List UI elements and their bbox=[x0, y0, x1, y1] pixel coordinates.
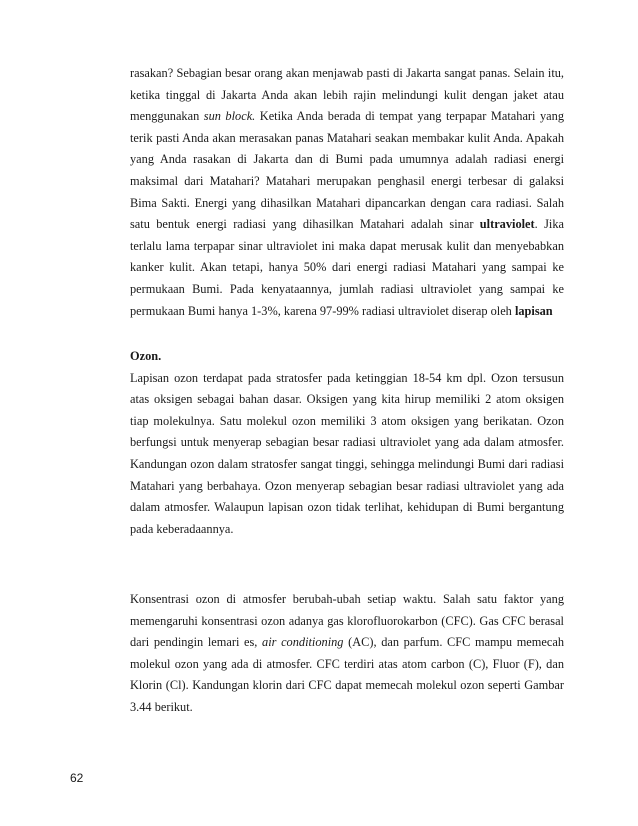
text-run: Lapisan ozon terdapat pada stratosfer pada ketinggian 18-54 km dpl. Ozon tersusun atas oksigen sebagai bahan dasar. Oksigen yang kita hirup memiliki 2 atom oksigen tiap molekulnya. Satu molekul ozon memiliki 3 atom oksigen yang berikatan. Ozon berfungsi untuk menyerap sebagian besar radiasi ultraviolet yang ada dalam atmosfer. Kandungan ozon dalam stratosfer sangat tinggi, sehingga melindungi Bumi dari radiasi Matahari yang berbahaya. Ozon menyerap sebagian besar radiasi ultraviolet yang ada dalam atmosfer. Walaupun lapisan ozon tidak terlihat, kehidupan di Bumi bergantung pada keberadaannya. bbox=[130, 370, 564, 536]
text-run: (AC), dan parfum. CFC mampu memecah molekul ozon yang ada di atmosfer. CFC terdiri atas atom carbon (C), Fluor (F), dan Klorin (Cl). Kandungan klorin dari CFC dapat memecah molekul ozon seperti Gambar 3.44 berikut. bbox=[130, 635, 564, 714]
paragraph-text bbox=[130, 63, 564, 322]
text-run: Konsentrasi ozon di atmosfer berubah-ubah setiap waktu. Salah satu faktor yang memengaruhi konsentrasi ozon adanya gas klorofluorokarbon (CFC). Gas CFC berasal dari pendingin lemari es, bbox=[130, 592, 564, 650]
bold-term-lapisan: lapisan bbox=[514, 303, 553, 318]
bold-term-ultraviolet: ultraviolet bbox=[479, 217, 535, 232]
italic-term-sun-block: sun block. bbox=[203, 109, 256, 124]
paragraph-konsentrasi-ozon bbox=[130, 589, 564, 719]
text-run: rasakan? Sebagian besar orang akan menjawab pasti di Jakarta sangat panas. Selain itu, ketika tinggal di Jakarta Anda akan lebih rajin melindungi kulit dengan jaket atau menggunakan bbox=[130, 66, 564, 124]
italic-term-air-conditioning: air conditioning bbox=[262, 635, 344, 650]
paragraph-ozon bbox=[130, 346, 564, 540]
section-heading-ozon: Ozon. bbox=[130, 349, 162, 363]
text-run: . Jika terlalu lama terpapar sinar ultraviolet ini maka dapat merusak kulit dan menyebabkan kanker kulit. Akan tetapi, hanya 50% dari energi radiasi Matahari yang sampai ke permukaan Bumi. Pada kenyataannya, jumlah radiasi ultraviolet yang sampai ke permukaan Bumi hanya 1-3%, karena 97-99% radiasi ultraviolet diserap oleh bbox=[130, 217, 564, 318]
paragraph-text bbox=[130, 589, 564, 719]
page-number: 62 bbox=[70, 771, 84, 785]
text-run: Ketika Anda berada di tempat yang terpapar Matahari yang terik pasti Anda akan merasakan panas Matahari seakan membakar kulit Anda. Apakah yang Anda rasakan di Jakarta dan di Bumi pada umumnya adalah radiasi energi maksimal dari Matahari? Matahari merupakan penghasil energi terbesar di galaksi Bima Sakti. Energi yang dihasilkan Matahari dipancarkan dengan cara radiasi. Salah satu bentuk energi radiasi yang dihasilkan Matahari adalah sinar bbox=[130, 109, 564, 232]
paragraph-radiasi-matahari bbox=[130, 63, 564, 322]
paragraph-text bbox=[130, 346, 564, 540]
